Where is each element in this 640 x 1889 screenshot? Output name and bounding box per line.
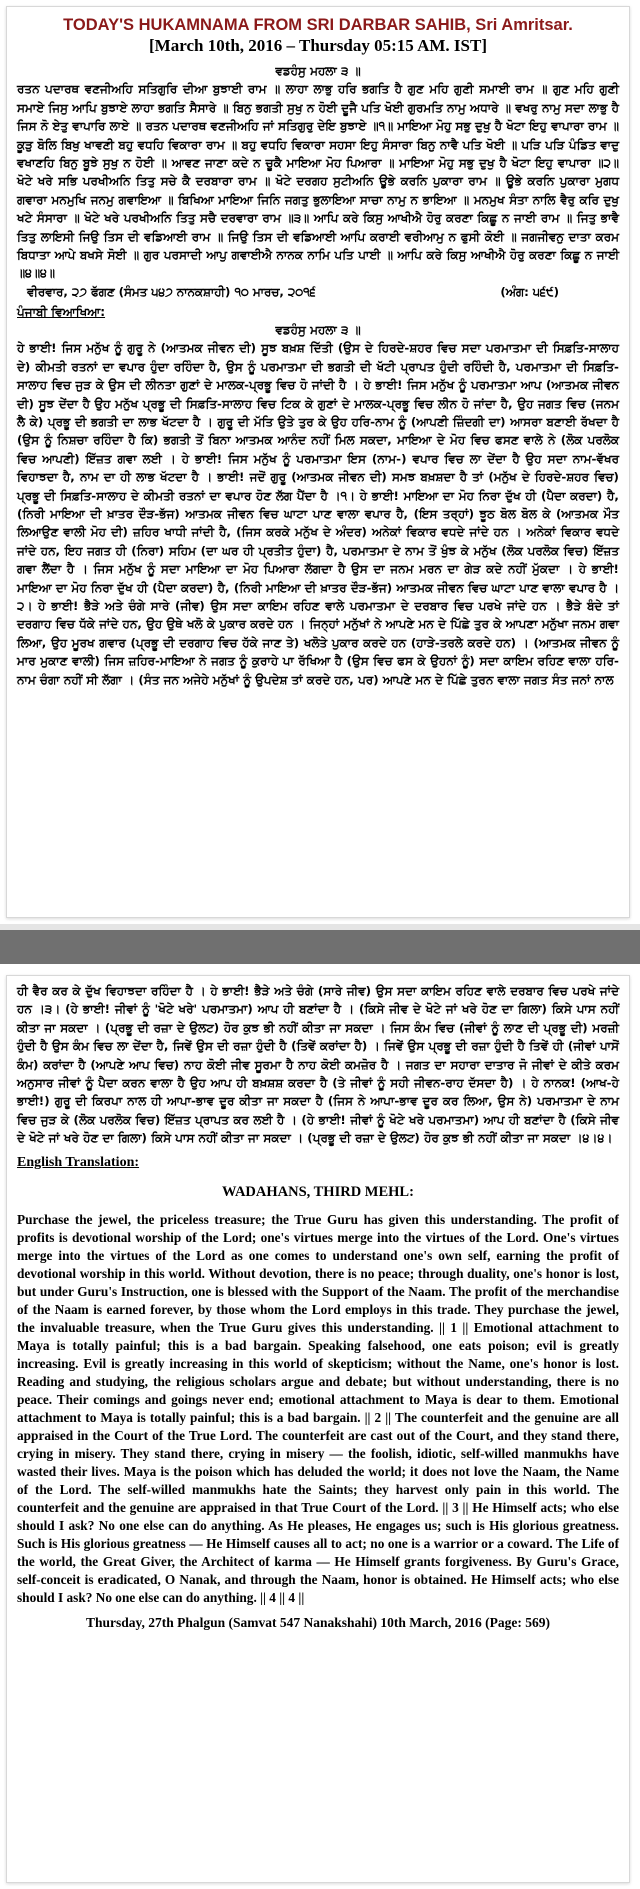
english-footer-date: Thursday, 27th Phalgun (Samvat 547 Nanakshahi) 10th March, 2016 (Page: 569)	[85, 1614, 551, 1630]
page-sheet-1	[6, 6, 630, 918]
hukamnama-ang: (ਅੰਗ: ੫੬੯)	[500, 284, 559, 299]
hukamnama-date	[17, 283, 619, 301]
page-title: TODAY'S HUKAMNAMA FROM SRI DARBAR SAHIB, Sri Amritsar.	[63, 16, 573, 34]
vyakhya-raag: ਵਡਹੰਸੁ ਮਹਲਾ ੩ ॥	[275, 322, 361, 337]
page-date-line: [March 10th, 2016 – Thursday 05:15 AM. IST]	[149, 36, 487, 55]
hukamnama-raag: ਵਡਹੰਸੁ ਮਹਲਾ ੩ ॥	[275, 64, 361, 78]
page-separator	[0, 930, 640, 964]
vyakhya-text-part1: ਹੇ ਭਾਈ! ਜਿਸ ਮਨੁੱਖ ਨੂੰ ਗੁਰੂ ਨੇ (ਆਤਮਕ ਜੀਵਨ ਦੀ) ਸੂਝ ਬਖ਼ਸ਼ ਦਿੱਤੀ (ਉਸ ਦੇ ਹਿਰਦੇ-ਸ਼ਹਰ ਵਿਚ ਸਦਾ ਪਰਮਾਤਮਾ ਦੀ ਸਿਫ਼ਤਿ-ਸਾਲਾਹ ਦੇ) ਕੀਮਤੀ ਰਤਨਾਂ ਦਾ ਵਪਾਰ ਹੁੰਦਾ ਰਹਿੰਦਾ ਹੈ, ਉਸ ਨੂੰ ਪਰਮਾਤਮਾ ਦੀ ਭਗਤੀ ਦੀ ਖੱਟੀ ਪ੍ਰਾਪਤ ਹੁੰਦੀ ਰਹਿੰਦੀ ਹੈ, ਪਰਮਾਤਮਾ ਦੀ ਸਿਫ਼ਤਿ-ਸਾਲਾਹ ਵਿਚ ਜੁੜ ਕੇ ਉਸ ਦੀ ਲੀਨਤਾ ਗੁਣਾਂ ਦੇ ਮਾਲਕ-ਪ੍ਰਭੂ ਵਿਚ ਹੋ ਜਾਂਦੀ ਹੈ । ਹੇ ਭਾਈ! ਜਿਸ ਮਨੁੱਖ ਨੂੰ ਪਰਮਾਤਮਾ ਆਪ (ਆਤਮਕ ਜੀਵਨ ਦੀ) ਸੂਝ ਦੇਂਦਾ ਹੈ ਉਹ ਮਨੁੱਖ ਪ੍ਰਭੂ ਦੀ ਸਿਫ਼ਤਿ-ਸਾਲਾਹ ਵਿਚ ਟਿਕ ਕੇ ਗੁਣਾਂ ਦੇ ਮਾਲਕ-ਪ੍ਰਭੂ ਵਿਚ ਲੀਨ ਹੋ ਜਾਂਦਾ ਹੈ, ਉਹ ਜਗਤ ਵਿਚ (ਜਨਮ ਲੈ ਕੇ) ਪ੍ਰਭੂ ਦੀ ਭਗਤੀ ਦਾ ਲਾਭ ਖੱਟਦਾ ਹੈ । ਗੁਰੂ ਦੀ ਮੱਤਿ ਉਤੇ ਤੁਰ ਕੇ ਉਹ ਹਰਿ-ਨਾਮ ਨੂੰ (ਆਪਣੀ ਜ਼ਿੰਦਗੀ ਦਾ) ਆਸਰਾ ਬਣਾਈ ਰੱਖਦਾ ਹੈ (ਉਸ ਨੂੰ ਨਿਸ਼ਚਾ ਰਹਿੰਦਾ ਹੈ ਕਿ) ਭਗਤੀ ਤੋਂ ਬਿਨਾ ਆਤਮਕ ਆਨੰਦ ਨਹੀਂ ਮਿਲ ਸਕਦਾ, ਮਾਇਆ ਦੇ ਮੋਹ ਵਿਚ ਫਸਣ ਵਾਲੇ ਨੇ (ਲੋਕ ਪਰਲੋਕ ਵਿਚ ਆਪਣੀ) ਇੱਜ਼ਤ ਗਵਾ ਲਈ । ਹੇ ਭਾਈ! ਜਿਸ ਮਨੁੱਖ ਨੂੰ ਪਰਮਾਤਮਾ ਇਸ (ਨਾਮ-) ਵਪਾਰ ਵਿਚ ਲਾ ਦੇਂਦਾ ਹੈ ਉਹ ਸਦਾ ਨਾਮ-ਵੱਖਰ ਵਿਹਾਝਦਾ ਹੈ, ਨਾਮ ਦਾ ਹੀ ਲਾਭ ਖੱਟਦਾ ਹੈ । ਭਾਈ! ਜਦੋਂ ਗੁਰੂ (ਆਤਮਕ ਜੀਵਨ ਦੀ) ਸਮਝ ਬਖ਼ਸ਼ਦਾ ਹੈ ਤਾਂ (ਮਨੁੱਖ ਦੇ ਹਿਰਦੇ-ਸ਼ਹਰ ਵਿਚ) ਪ੍ਰਭੂ ਦੀ ਸਿਫ਼ਤਿ-ਸਾਲਾਹ ਦੇ ਕੀਮਤੀ ਰਤਨਾਂ ਦਾ ਵਪਾਰ ਹੋਣ ਲੱਗ ਪੈਂਦਾ ਹੈ ।੧। ਹੇ ਭਾਈ! ਮਾਇਆ ਦਾ ਮੋਹ ਨਿਰਾ ਦੁੱਖ ਹੀ (ਪੈਦਾ ਕਰਦਾ) ਹੈ, (ਨਿਰੀ ਮਾਇਆ ਦੀ ਖ਼ਾਤਰ ਦੌੜ-ਭੱਜ) ਆਤਮਕ ਜੀਵਨ ਵਿਚ ਘਾਟਾ ਪਾਣ ਵਾਲਾ ਵਪਾਰ ਹੈ, (ਇਸ ਤਰ੍ਹਾਂ) ਝੂਠ ਬੋਲ ਬੋਲ ਕੇ (ਆਤਮਕ ਮੌਤ ਲਿਆਉਣ ਵਾਲੀ ਮੋਹ ਦੀ) ਜ਼ਹਿਰ ਖਾਧੀ ਜਾਂਦੀ ਹੈ, (ਜਿਸ ਕਰਕੇ ਮਨੁੱਖ ਦੇ ਅੰਦਰ) ਅਨੇਕਾਂ ਵਿਕਾਰ ਵਧਦੇ ਜਾਂਦੇ ਹਨ । ਅਨੇਕਾਂ ਵਿਕਾਰ ਵਧਦੇ ਜਾਂਦੇ ਹਨ, ਇਹ ਜਗਤ ਹੀ (ਨਿਰਾ) ਸਹਿਮ (ਦਾ ਘਰ ਹੀ ਪ੍ਰਤੀਤ ਹੁੰਦਾ) ਹੈ, ਪਰਮਾਤਮਾ ਦੇ ਨਾਮ ਤੋਂ ਖੁੰਝ ਕੇ ਮਨੁੱਖ (ਲੋਕ ਪਰਲੋਕ ਵਿਚ) ਇੱਜ਼ਤ ਗਵਾ ਲੈਂਦਾ ਹੈ । ਜਿਸ ਮਨੁੱਖ ਨੂੰ ਸਦਾ ਮਾਇਆ ਦਾ ਮੋਹ ਪਿਆਰਾ ਲੱਗਦਾ ਹੈ ਉਸ ਦਾ ਜਨਮ ਮਰਨ ਦਾ ਗੇੜ ਕਦੇ ਨਹੀਂ ਮੁੱਕਦਾ । ਹੇ ਭਾਈ! ਮਾਇਆ ਦਾ ਮੋਹ ਨਿਰਾ ਦੁੱਖ ਹੀ (ਪੈਦਾ ਕਰਦਾ) ਹੈ, (ਨਿਰੀ ਮਾਇਆ ਦੀ ਖ਼ਾਤਰ ਦੌੜ-ਭੱਜ) ਆਤਮਕ ਜੀਵਨ ਵਿਚ ਘਾਟਾ ਪਾਣ ਵਾਲਾ ਵਪਾਰ ਹੈ ।੨। ਹੇ ਭਾਈ! ਭੈੜੇ ਅਤੇ ਚੰਗੇ ਸਾਰੇ (ਜੀਵ) ਉਸ ਸਦਾ ਕਾਇਮ ਰਹਿਣ ਵਾਲੇ ਪਰਮਾਤਮਾ ਦੇ ਦਰਬਾਰ ਵਿਚ ਪਰਖੇ ਜਾਂਦੇ ਹਨ । ਭੈੜੇ ਬੰਦੇ ਤਾਂ ਦਰਗਾਹ ਵਿਚ ਧੱਕੇ ਜਾਂਦੇ ਹਨ, ਉਹ ਉਥੇ ਖਲੋ ਕੇ ਪੁਕਾਰ ਕਰਦੇ ਹਨ । ਜਿਨ੍ਹਾਂ ਮਨੁੱਖਾਂ ਨੇ ਆਪਣੇ ਮਨ ਦੇ ਪਿੱਛੇ ਤੁਰ ਕੇ ਆਪਣਾ ਮਨੁੱਖਾ ਜਨਮ ਗਵਾ ਲਿਆ, ਉਹ ਮੂਰਖ ਗਵਾਰ (ਪ੍ਰਭੂ ਦੀ ਦਰਗਾਹ ਵਿਚ ਹੱਕੇ ਜਾਣ ਤੇ) ਖਲੋਤੇ ਪੁਕਾਰ ਕਰਦੇ ਹਨ (ਹਾੜੇ-ਤਰਲੇ ਕਰਦੇ ਹਨ) । (ਆਤਮਕ ਜੀਵਨ ਨੂੰ ਮਾਰ ਮੁਕਾਣ ਵਾਲੀ) ਜਿਸ ਜ਼ਹਿਰ-ਮਾਇਆ ਨੇ ਜਗਤ ਨੂੰ ਕੁਰਾਹੇ ਪਾ ਰੱਖਿਆ ਹੈ (ਉਸ ਵਿਚ ਫਸ ਕੇ ਉਹਨਾਂ ਨੂੰ) ਸਦਾ ਕਾਇਮ ਰਹਿਣ ਵਾਲਾ ਹਰਿ-ਨਾਮ ਚੰਗਾ ਨਹੀਂ ਸੀ ਲੱਗਾ । (ਸੰਤ ਜਨ ਅਜੇਹੇ ਮਨੁੱਖਾਂ ਨੂੰ ਉਪਦੇਸ਼ ਤਾਂ ਕਰਦੇ ਹਨ, ਪਰ) ਆਪਣੇ ਮਨ ਦੇ ਪਿੱਛੇ ਤੁਰਨ ਵਾਲਾ ਜਗਤ ਸੰਤ ਜਨਾਂ ਨਾਲ	[17, 341, 619, 687]
hukamnama-text: ਰਤਨ ਪਦਾਰਥ ਵਣਜੀਅਹਿ ਸਤਿਗੁਰਿ ਦੀਆ ਬੁਝਾਈ ਰਾਮ ॥ ਲਾਹਾ ਲਾਭੁ ਹਰਿ ਭਗਤਿ ਹੈ ਗੁਣ ਮਹਿ ਗੁਣੀ ਸਮਾਈ ਰਾਮ ॥ ਗੁਣ ਮਹਿ ਗੁਣੀ ਸਮਾਏ ਜਿਸੁ ਆਪਿ ਬੁਝਾਏ ਲਾਹਾ ਭਗਤਿ ਸੈਸਾਰੇ ॥ ਬਿਨੁ ਭਗਤੀ ਸੁਖੁ ਨ ਹੋਈ ਦੂਜੈ ਪਤਿ ਖੋਈ ਗੁਰਮਤਿ ਨਾਮੁ ਅਧਾਰੇ ॥ ਵਖਰੁ ਨਾਮੁ ਸਦਾ ਲਾਭੁ ਹੈ ਜਿਸ ਨੋ ਏਤੁ ਵਾਪਾਰਿ ਲਾਏ ॥ ਰਤਨ ਪਦਾਰਥ ਵਣਜੀਅਹਿ ਜਾਂ ਸਤਿਗੁਰੁ ਦੇਇ ਬੁਝਾਏ ॥੧॥ ਮਾਇਆ ਮੋਹੁ ਸਭੁ ਦੁਖੁ ਹੈ ਖੋਟਾ ਇਹੁ ਵਾਪਾਰਾ ਰਾਮ ॥ ਕੂੜੁ ਬੋਲਿ ਬਿਖੁ ਖਾਵਣੀ ਬਹੁ ਵਧਹਿ ਵਿਕਾਰਾ ਰਾਮ ॥ ਬਹੁ ਵਧਹਿ ਵਿਕਾਰਾ ਸਹਸਾ ਇਹੁ ਸੰਸਾਰਾ ਬਿਨੁ ਨਾਵੈ ਪਤਿ ਖੋਈ ॥ ਪੜਿ ਪੜਿ ਪੰਡਿਤ ਵਾਦੁ ਵਖਾਣਹਿ ਬਿਨੁ ਬੂਝੇ ਸੁਖੁ ਨ ਹੋਈ ॥ ਆਵਣ ਜਾਣਾ ਕਦੇ ਨ ਚੂਕੈ ਮਾਇਆ ਮੋਹ ਪਿਆਰਾ ॥ ਮਾਇਆ ਮੋਹੁ ਸਭੁ ਦੁਖੁ ਹੈ ਖੋਟਾ ਇਹੁ ਵਾਪਾਰਾ ॥੨॥ ਖੋਟੇ ਖਰੇ ਸਭਿ ਪਰਖੀਅਨਿ ਤਿਤੁ ਸਚੇ ਕੈ ਦਰਬਾਰਾ ਰਾਮ ॥ ਖੋਟੇ ਦਰਗਹ ਸੁਟੀਅਨਿ ਊਭੇ ਕਰਨਿ ਪੁਕਾਰਾ ਰਾਮ ॥ ਊਭੇ ਕਰਨਿ ਪੁਕਾਰਾ ਮੁਗਧ ਗਵਾਰਾ ਮਨਮੁਖਿ ਜਨਮੁ ਗਵਾਇਆ ॥ ਬਿਖਿਆ ਮਾਇਆ ਜਿਨਿ ਜਗਤੁ ਭੁਲਾਇਆ ਸਾਚਾ ਨਾਮੁ ਨ ਭਾਇਆ ॥ ਮਨਮੁਖ ਸੰਤਾ ਨਾਲਿ ਵੈਰੁ ਕਰਿ ਦੁਖੁ ਖਟੇ ਸੰਸਾਰਾ ॥ ਖੋਟੇ ਖਰੇ ਪਰਖੀਅਨਿ ਤਿਤੁ ਸਚੈ ਦਰਵਾਰਾ ਰਾਮ ॥੩॥ ਆਪਿ ਕਰੇ ਕਿਸੁ ਆਖੀਐ ਹੋਰੁ ਕਰਣਾ ਕਿਛੂ ਨ ਜਾਈ ਰਾਮ ॥ ਜਿਤੁ ਭਾਵੈ ਤਿਤੁ ਲਾਇਸੀ ਜਿਉ ਤਿਸ ਦੀ ਵਡਿਆਈ ਰਾਮ ॥ ਜਿਉ ਤਿਸ ਦੀ ਵਡਿਆਈ ਆਪਿ ਕਰਾਈ ਵਰੀਆਮੁ ਨ ਫੁਸੀ ਕੋਈ ॥ ਜਗਜੀਵਨੁ ਦਾਤਾ ਕਰਮ ਬਿਧਾਤਾ ਆਪੇ ਬਖਸੇ ਸੋਈ ॥ ਗੁਰ ਪਰਸਾਦੀ ਆਪੁ ਗਵਾਈਐ ਨਾਨਕ ਨਾਮਿ ਪਤਿ ਪਾਈ ॥ ਆਪਿ ਕਰੇ ਕਿਸੁ ਆਖੀਐ ਹੋਰੁ ਕਰਣਾ ਕਿਛੂ ਨ ਜਾਈ ॥੪॥੪॥	[17, 82, 619, 281]
english-heading: WADAHANS, THIRD MEHL:	[222, 1183, 414, 1200]
vyakhya-text-part2: ਹੀ ਵੈਰ ਕਰ ਕੇ ਦੁੱਖ ਵਿਹਾਝਦਾ ਰਹਿੰਦਾ ਹੈ । ਹੇ ਭਾਈ! ਭੈੜੇ ਅਤੇ ਚੰਗੇ (ਸਾਰੇ ਜੀਵ) ਉਸ ਸਦਾ ਕਾਇਮ ਰਹਿਣ ਵਾਲੇ ਦਰਬਾਰ ਵਿਚ ਪਰਖੇ ਜਾਂਦੇ ਹਨ ।੩। (ਹੇ ਭਾਈ! ਜੀਵਾਂ ਨੂੰ 'ਖੋਟੇ ਖਰੇ' ਪਰਮਾਤਮਾ) ਆਪ ਹੀ ਬਣਾਂਦਾ ਹੈ । (ਕਿਸੇ ਜੀਵ ਦੇ ਖੋਟੇ ਜਾਂ ਖਰੇ ਹੋਣ ਦਾ ਗਿਲਾ) ਕਿਸੇ ਪਾਸ ਨਹੀਂ ਕੀਤਾ ਜਾ ਸਕਦਾ । (ਪ੍ਰਭੂ ਦੀ ਰਜ਼ਾ ਦੇ ਉਲਟ) ਹੋਰ ਕੁਝ ਭੀ ਨਹੀਂ ਕੀਤਾ ਜਾ ਸਕਦਾ । ਜਿਸ ਕੰਮ ਵਿਚ (ਜੀਵਾਂ ਨੂੰ ਲਾਣ ਦੀ ਪ੍ਰਭੂ ਦੀ) ਮਰਜ਼ੀ ਹੁੰਦੀ ਹੈ ਉਸ ਕੰਮ ਵਿਚ ਲਾ ਦੇਂਦਾ ਹੈ, ਜਿਵੇਂ ਉਸ ਦੀ ਰਜ਼ਾ ਹੁੰਦੀ ਹੈ (ਤਿਵੇਂ ਕਰਾਂਦਾ ਹੈ) । ਜਿਵੇਂ ਉਸ ਪ੍ਰਭੂ ਦੀ ਰਜ਼ਾ ਹੁੰਦੀ ਹੈ ਤਿਵੇਂ ਹੀ (ਜੀਵਾਂ ਪਾਸੋਂ ਕੰਮ) ਕਰਾਂਦਾ ਹੈ (ਆਪਣੇ ਆਪ ਵਿਚ) ਨਾਹ ਕੋਈ ਜੀਵ ਸੂਰਮਾ ਹੈ ਨਾਹ ਕੋਈ ਕਮਜ਼ੋਰ ਹੈ । ਜਗਤ ਦਾ ਸਹਾਰਾ ਦਾਤਾਰ ਜੋ ਜੀਵਾਂ ਦੇ ਕੀਤੇ ਕਰਮ ਅਨੁਸਾਰ ਜੀਵਾਂ ਨੂੰ ਪੈਦਾ ਕਰਨ ਵਾਲਾ ਹੈ ਉਹ ਆਪ ਹੀ ਬਖ਼ਸ਼ਸ਼ ਕਰਦਾ ਹੈ (ਤੇ ਜੀਵਾਂ ਨੂੰ ਸਹੀ ਜੀਵਨ-ਰਾਹ ਦੱਸਦਾ ਹੈ) । ਹੇ ਨਾਨਕ! (ਆਖ-ਹੇ ਭਾਈ!) ਗੁਰੂ ਦੀ ਕਿਰਪਾ ਨਾਲ ਹੀ ਆਪਾ-ਭਾਵ ਦੂਰ ਕੀਤਾ ਜਾ ਸਕਦਾ ਹੈ (ਜਿਸ ਨੇ ਆਪਾ-ਭਾਵ ਦੂਰ ਕਰ ਲਿਆ, ਉਸ ਨੇ) ਪਰਮਾਤਮਾ ਦੇ ਨਾਮ ਵਿਚ ਜੁੜ ਕੇ (ਲੋਕ ਪਰਲੋਕ ਵਿਚ) ਇੱਜ਼ਤ ਪ੍ਰਾਪਤ ਕਰ ਲਈ ਹੈ । (ਹੇ ਭਾਈ! ਜੀਵਾਂ ਨੂੰ ਖੋਟੇ ਖਰੇ ਪਰਮਾਤਮਾ) ਆਪ ਹੀ ਬਣਾਂਦਾ ਹੈ (ਕਿਸੇ ਜੀਵ ਦੇ ਖੋਟੇ ਜਾਂ ਖਰੇ ਹੋਣ ਦਾ ਗਿਲਾ) ਕਿਸੇ ਪਾਸ ਨਹੀਂ ਕੀਤਾ ਜਾ ਸਕਦਾ । (ਪ੍ਰਭੂ ਦੀ ਰਜ਼ਾ ਦੇ ਉਲਟ) ਹੋਰ ਕੁਝ ਭੀ ਨਹੀਂ ਕੀਤਾ ਜਾ ਸਕਦਾ ।੪।੪।	[17, 984, 619, 1146]
punjabi-vyakhya-label: ਪੰਜਾਬੀ ਵਿਆਖਿਆ:	[17, 304, 106, 319]
english-translation-text: Purchase the jewel, the priceless treasure; the True Guru has given this understanding. The profit of profits is devotional worship of the Lord; one's virtues merge into the virtues of the Lord. One's virtues merge into the virtues of the Lord as one comes to understand one's own self, earning the profit of devotional worship in this world. Without devotion, there is no peace; through duality, one's honor is lost, but under Guru's Instruction, one is blessed with the Support of the Naam. The profit of the merchandise of the Naam is earned forever, by those whom the Lord employs in this trade. They purchase the jewel, the invaluable treasure, when the True Guru gives this understanding. || 1 || Emotional attachment to Maya is totally painful; this is a bad bargain. Speaking falsehood, one eats poison; evil is greatly increasing. Evil is greatly increasing in this world of skepticism; without the Name, one's honor is lost. Reading and studying, the religious scholars argue and debate; but without understanding, there is no peace. Their comings and goings never end; emotional attachment to Maya is dear to them. Emotional attachment to Maya is totally painful; this is a bad bargain. || 2 || The counterfeit and the genuine are all appraised in the Court of the True Lord. The counterfeit are cast out of the Court, and they stand there, crying in misery. They stand there, crying in misery — the foolish, idiotic, self-willed manmukhs have wasted their lives. Maya is the poison which has deluded the world; it does not love the Naam, the Name of the Lord. The self-willed manmukhs hate the Saints; they harvest only pain in this world. The counterfeit and the genuine are appraised in that True Court of the Lord. || 3 || He Himself acts; who else should I ask? No one else can do anything. As He pleases, He engages us; such is His glorious greatness. Such is His glorious greatness — He Himself causes all to act; no one is a warrior or a coward. The Life of the world, the Great Giver, the Architect of karma — He Himself grants forgiveness. By Guru's Grace, self-conceit is eradicated, O Nanak, and through the Naam, honor is obtained. He Himself acts; who else should I ask? No one else can do anything. || 4 || 4 ||	[17, 1211, 619, 1605]
page-sheet-2	[6, 975, 630, 1883]
english-translation-label: English Translation:	[17, 1154, 140, 1170]
hukamnama-date-left: ਵੀਰਵਾਰ, ੨੭ ਫੱਗਣ (ਸੰਮਤ ੫੪੭ ਨਾਨਕਸ਼ਾਹੀ) ੧੦ ਮਾਰਚ, ੨੦੧੬	[27, 284, 316, 299]
